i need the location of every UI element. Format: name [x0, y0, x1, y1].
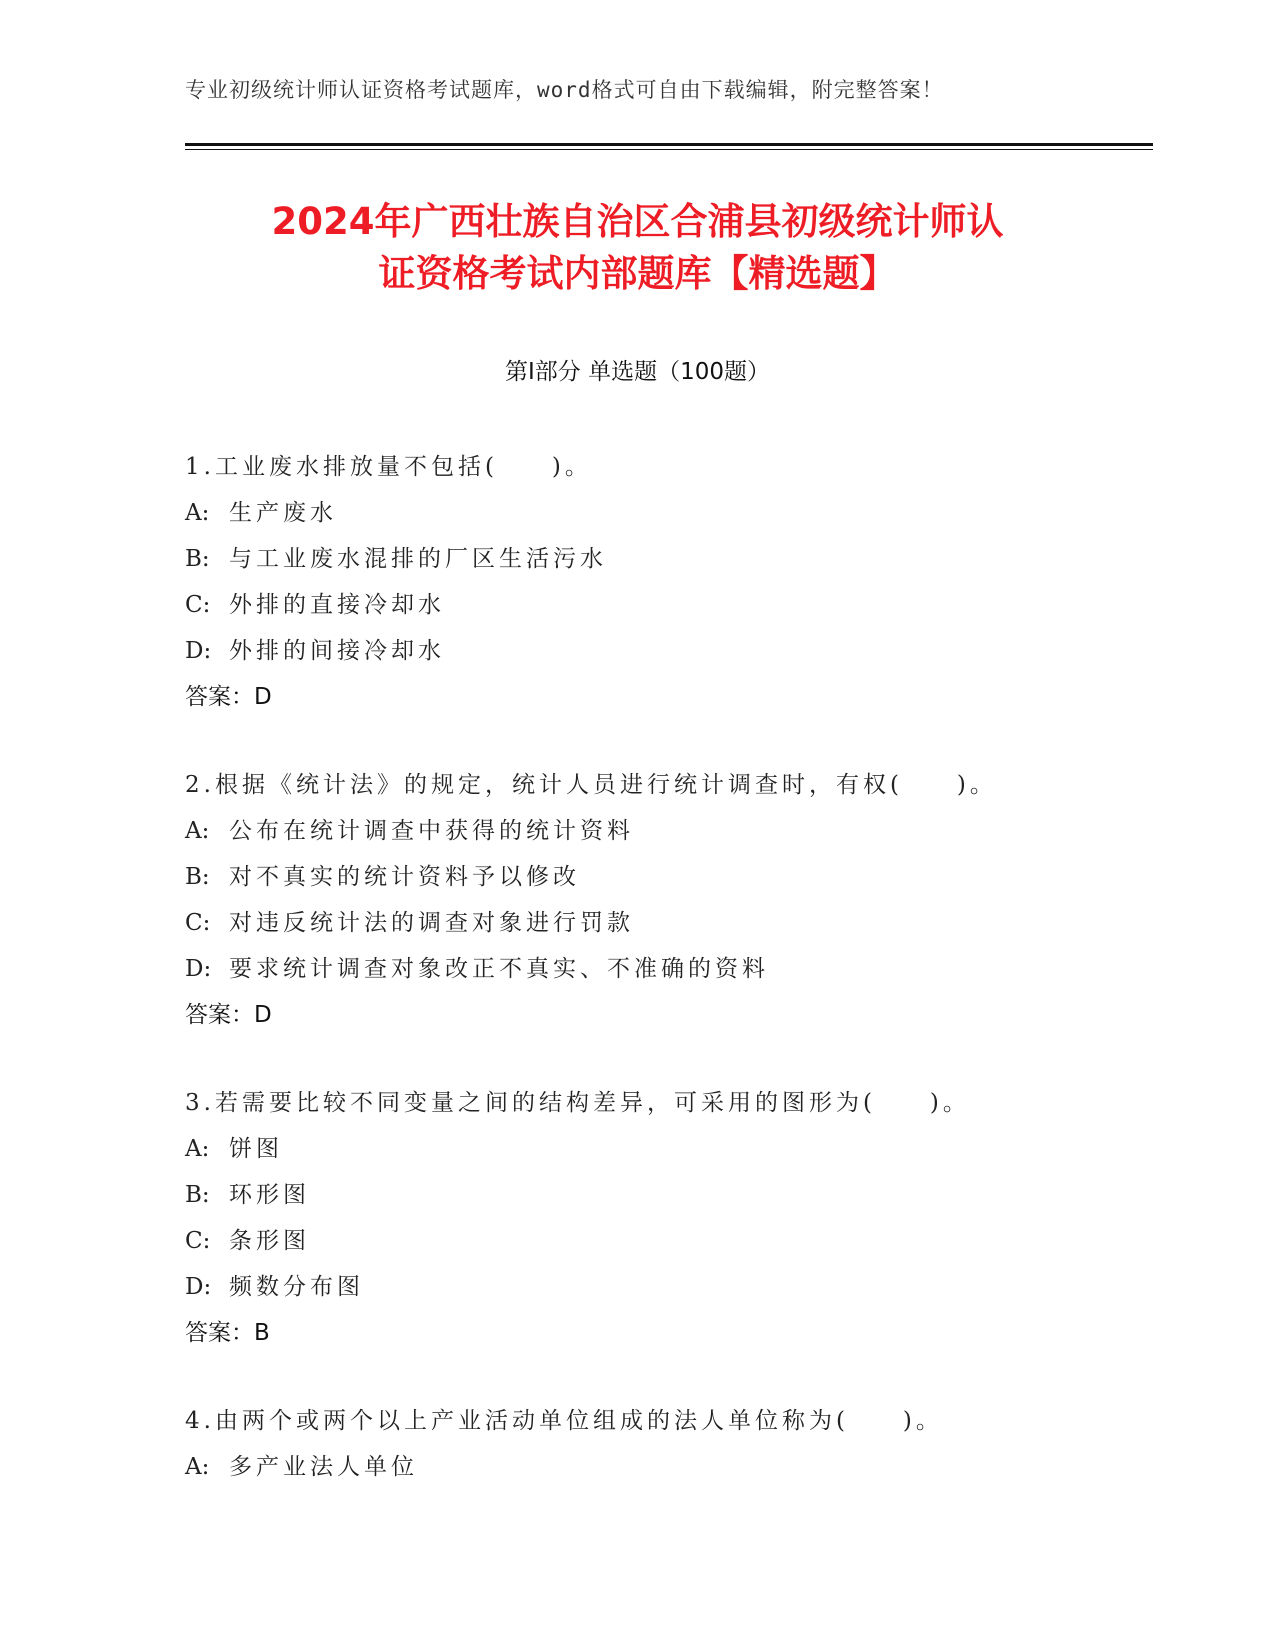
option-label: A:: [185, 1136, 210, 1162]
title-line-1: 2024年广西壮族自治区合浦县初级统计师认: [271, 200, 1004, 243]
answer-line: [185, 674, 1185, 720]
option-c: [185, 582, 1185, 628]
option-text: 对不真实的统计资料予以修改: [229, 864, 580, 890]
question-stem: 2.根据《统计法》的规定，统计人员进行统计调查时，有权( )。: [185, 772, 997, 798]
answer-value: D: [254, 684, 272, 710]
option-c: [185, 1218, 1185, 1264]
question-stem: 4.由两个或两个以上产业活动单位组成的法人单位称为( )。: [185, 1408, 943, 1434]
answer-line: [185, 1310, 1185, 1356]
option-text: 生产废水: [229, 500, 337, 526]
header-rule-thick: [185, 143, 1153, 146]
answer-prefix: 答案：: [185, 1002, 254, 1028]
option-text: 对违反统计法的调查对象进行罚款: [229, 910, 634, 936]
answer-value: D: [254, 1002, 272, 1028]
option-text: 条形图: [229, 1228, 310, 1254]
option-c: [185, 900, 1185, 946]
option-label: B:: [185, 546, 210, 572]
question-stem: 3.若需要比较不同变量之间的结构差异，可采用的图形为( )。: [185, 1090, 970, 1116]
answer-prefix: 答案：: [185, 684, 254, 710]
option-d: [185, 628, 1185, 674]
option-text: 多产业法人单位: [229, 1454, 418, 1480]
option-a: [185, 1444, 1185, 1490]
option-a: [185, 490, 1185, 536]
question-3: [185, 1080, 1185, 1356]
option-text: 要求统计调查对象改正不真实、不准确的资料: [229, 956, 769, 982]
answer-line: [185, 992, 1185, 1038]
question-stem: 1.工业废水排放量不包括( )。: [185, 454, 592, 480]
option-text: 外排的间接冷却水: [229, 638, 445, 664]
option-a: [185, 808, 1185, 854]
option-text: 环形图: [229, 1182, 310, 1208]
option-label: C:: [185, 1228, 211, 1254]
document-title: [150, 196, 1125, 300]
header-rule-thin: [185, 149, 1153, 150]
option-a: [185, 1126, 1185, 1172]
question-4: [185, 1398, 1185, 1490]
title-line-2: 证资格考试内部题库【精选题】: [378, 252, 897, 295]
section-heading: 第Ⅰ部分 单选题（100题）: [505, 359, 770, 385]
option-label: B:: [185, 1182, 210, 1208]
option-text: 饼图: [229, 1136, 283, 1162]
option-label: A:: [185, 500, 210, 526]
page-header: 专业初级统计师认证资格考试题库，word格式可自由下载编辑，附完整答案！: [185, 78, 944, 102]
answer-value: B: [254, 1320, 270, 1346]
option-label: D:: [185, 638, 212, 664]
option-text: 外排的直接冷却水: [229, 592, 445, 618]
option-text: 公布在统计调查中获得的统计资料: [229, 818, 634, 844]
option-label: B:: [185, 864, 210, 890]
option-label: A:: [185, 818, 210, 844]
question-1: [185, 444, 1185, 720]
answer-prefix: 答案：: [185, 1320, 254, 1346]
option-b: [185, 1172, 1185, 1218]
option-b: [185, 536, 1185, 582]
question-2: [185, 762, 1185, 1038]
option-d: [185, 1264, 1185, 1310]
option-b: [185, 854, 1185, 900]
option-label: A:: [185, 1454, 210, 1480]
option-label: C:: [185, 910, 211, 936]
question-list: [185, 444, 1185, 1532]
option-label: D:: [185, 956, 212, 982]
option-text: 频数分布图: [229, 1274, 364, 1300]
option-label: C:: [185, 592, 211, 618]
option-d: [185, 946, 1185, 992]
option-label: D:: [185, 1274, 212, 1300]
option-text: 与工业废水混排的厂区生活污水: [229, 546, 607, 572]
